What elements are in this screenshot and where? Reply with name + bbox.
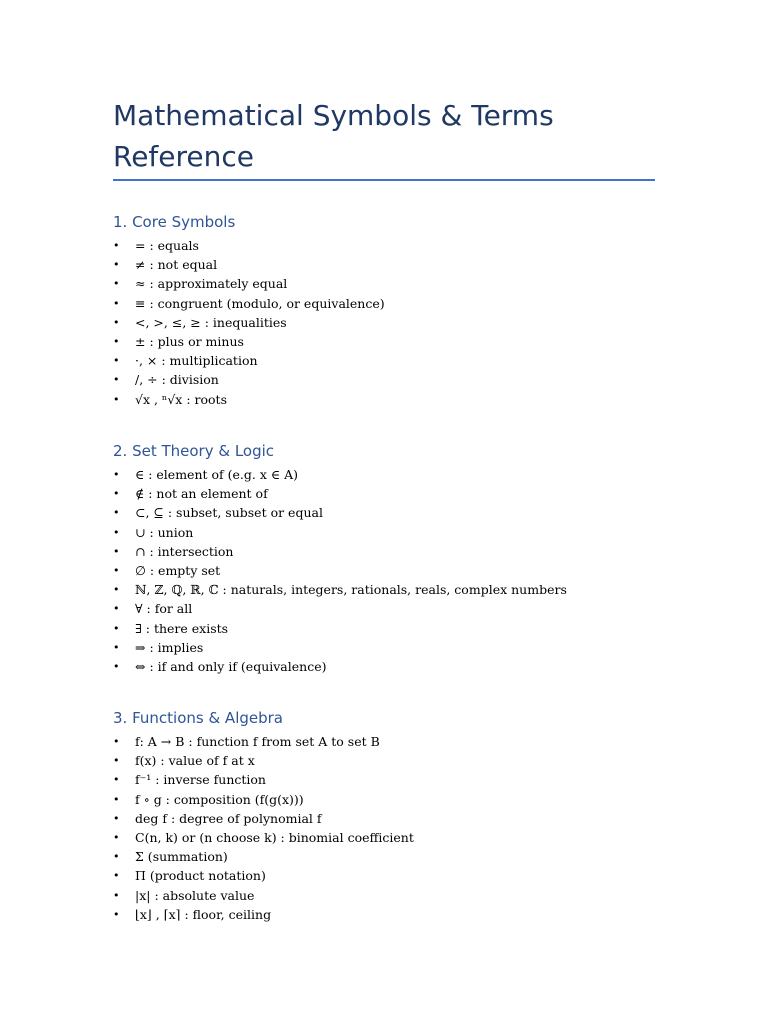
list-item	[113, 390, 655, 409]
bullet-icon: •	[113, 544, 120, 558]
list-item	[113, 847, 655, 866]
bullet-icon: •	[113, 621, 120, 635]
list-item	[113, 619, 655, 638]
bullet-icon: •	[113, 830, 120, 844]
section-functions-algebra	[113, 708, 655, 924]
list-item	[113, 332, 655, 351]
list-item-text: ∪ : union	[135, 524, 194, 540]
list-item-text: ∃ : there exists	[135, 620, 229, 636]
list-item-text: |x| : absolute value	[135, 887, 255, 903]
list-item-text: Σ (summation)	[135, 849, 228, 865]
list-item	[113, 236, 655, 255]
bullet-icon: •	[113, 239, 120, 252]
list-item	[113, 732, 655, 751]
list-item	[113, 809, 655, 828]
list-item-text: ℕ, ℤ, ℚ, ℝ, ℂ : naturals, integers, rationals, reals, complex numbers	[135, 582, 567, 598]
symbol-list	[113, 236, 655, 409]
bullet-icon: •	[113, 468, 120, 481]
bullet-icon: •	[113, 792, 120, 806]
bullet-icon: •	[113, 907, 120, 921]
bullet-icon: •	[113, 258, 120, 272]
list-item-text: Π (product notation)	[135, 868, 266, 884]
list-item	[113, 542, 655, 561]
bullet-icon: •	[113, 277, 120, 291]
bullet-icon: •	[113, 354, 120, 368]
list-item	[113, 580, 655, 599]
symbol-list	[113, 465, 655, 676]
bullet-icon: •	[113, 296, 120, 310]
list-item	[113, 503, 655, 522]
list-item	[113, 484, 655, 503]
section-heading: 1. Core Symbols	[113, 213, 236, 231]
list-item-text: ⊂, ⊆ : subset, subset or equal	[135, 505, 323, 521]
list-item-text: <, >, ≤, ≥ : inequalities	[135, 314, 287, 330]
bullet-icon: •	[113, 659, 120, 673]
list-item-text: ⇔ : if and only if (equivalence)	[135, 658, 327, 674]
list-item	[113, 523, 655, 542]
bullet-icon: •	[113, 888, 120, 902]
list-item	[113, 351, 655, 370]
list-item	[113, 313, 655, 332]
title-divider	[113, 179, 655, 181]
list-item-text: f: A → B : function f from set A to set B	[135, 734, 380, 749]
list-item	[113, 274, 655, 293]
list-item-text: C(n, k) or (n choose k) : binomial coefficient	[135, 829, 414, 845]
list-item	[113, 828, 655, 847]
bullet-icon: •	[113, 869, 120, 883]
bullet-icon: •	[113, 373, 120, 387]
bullet-icon: •	[113, 392, 120, 406]
list-item	[113, 638, 655, 657]
list-item	[113, 770, 655, 789]
bullet-icon: •	[113, 525, 120, 539]
section-heading: 3. Functions & Algebra	[113, 709, 283, 727]
list-item-text: ≈ : approximately equal	[135, 276, 288, 292]
bullet-icon: •	[113, 754, 120, 768]
list-item-text: ∈ : element of (e.g. x ∈ A)	[135, 467, 298, 482]
list-item	[113, 657, 655, 676]
list-item	[113, 751, 655, 770]
list-item-text: = : equals	[135, 238, 199, 253]
list-item-text: f⁻¹ : inverse function	[135, 772, 266, 788]
list-item-text: ⌊x⌋ , ⌈x⌉ : floor, ceiling	[135, 906, 272, 922]
bullet-icon: •	[113, 334, 120, 348]
section-core-symbols	[113, 212, 655, 409]
bullet-icon: •	[113, 773, 120, 787]
list-item-text: /, ÷ : division	[135, 372, 219, 388]
section-heading: 2. Set Theory & Logic	[113, 442, 275, 460]
list-item-text: ∅ : empty set	[135, 562, 221, 578]
bullet-icon: •	[113, 602, 120, 616]
page-title: Mathematical Symbols & Terms Reference	[113, 99, 554, 173]
bullet-icon: •	[113, 640, 120, 654]
list-item-text: ⇒ : implies	[135, 639, 204, 655]
list-item	[113, 294, 655, 313]
bullet-icon: •	[113, 506, 120, 520]
list-item-text: deg f : degree of polynomial f	[135, 810, 322, 826]
list-item	[113, 790, 655, 809]
list-item-text: ·, × : multiplication	[135, 353, 258, 369]
list-item	[113, 370, 655, 389]
list-item-text: ∩ : intersection	[135, 543, 234, 559]
bullet-icon: •	[113, 735, 120, 748]
list-item	[113, 465, 655, 484]
list-item-text: ≡ : congruent (modulo, or equivalence)	[135, 295, 385, 311]
list-item-text: ∀ : for all	[135, 601, 193, 617]
bullet-icon: •	[113, 583, 120, 597]
bullet-icon: •	[113, 811, 120, 825]
list-item	[113, 561, 655, 580]
list-item	[113, 255, 655, 274]
bullet-icon: •	[113, 487, 120, 501]
list-item	[113, 886, 655, 905]
list-item	[113, 905, 655, 924]
list-item-text: ± : plus or minus	[135, 333, 244, 349]
bullet-icon: •	[113, 315, 120, 329]
section-set-theory-logic	[113, 441, 655, 676]
list-item-text: ∉ : not an element of	[135, 486, 268, 502]
list-item-text: f(x) : value of f at x	[135, 753, 255, 769]
list-item	[113, 599, 655, 618]
bullet-icon: •	[113, 563, 120, 577]
symbol-list	[113, 732, 655, 924]
bullet-icon: •	[113, 850, 120, 864]
list-item-text: √x , ⁿ√x : roots	[135, 391, 227, 407]
list-item-text: f ∘ g : composition (f(g(x)))	[135, 791, 304, 807]
list-item	[113, 866, 655, 885]
list-item-text: ≠ : not equal	[135, 257, 218, 273]
